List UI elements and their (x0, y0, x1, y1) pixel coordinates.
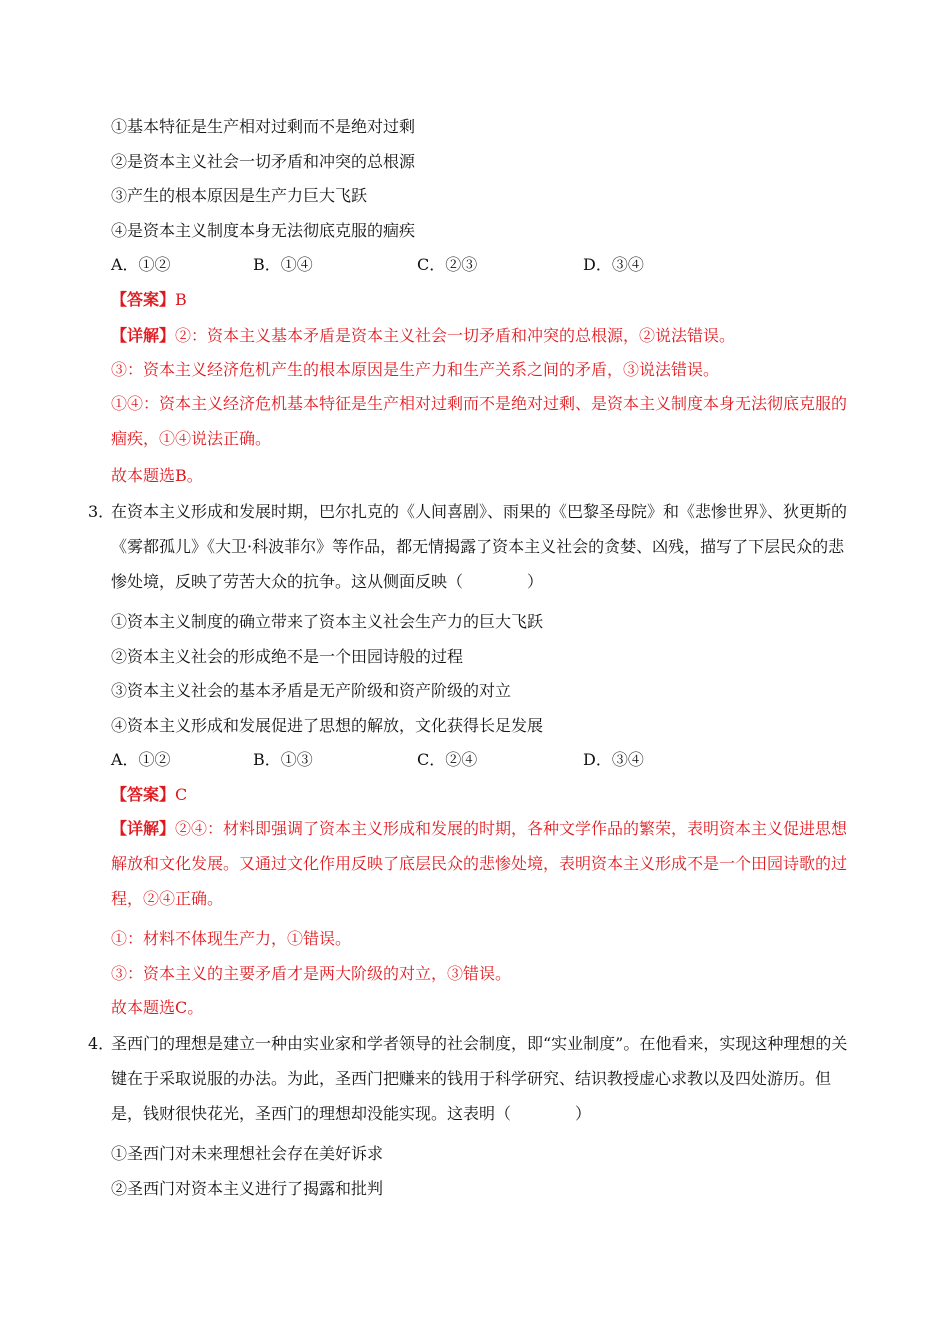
q3-stem: 在资本主义形成和发展时期，巴尔扎克的《人间喜剧》、雨果的《巴黎圣母院》和《悲惨世界》、狄更斯的《雾都孤儿》《大卫·科波菲尔》等作品，都无情揭露了资本主义社会的贪婪、凶残，描写了下层民众的悲惨处境，反映了劳苦大众的抗争。这从侧面反映（ ） (111, 502, 848, 591)
q3-detail-1 (111, 811, 851, 916)
q3-number: 3． (88, 502, 115, 521)
q2-detail-2: ③：资本主义经济危机产生的根本原因是生产力和生产关系之间的矛盾，③说法错误。 (111, 360, 720, 379)
q4-item-1: ①圣西门对未来理想社会存在美好诉求 (111, 1144, 384, 1163)
q3-option-c: C．②④ (417, 750, 478, 769)
q3-answer-value: C (175, 785, 188, 804)
q2-detail-3: ①④：资本主义经济危机基本特征是生产相对过剩而不是绝对过剩、是资本主义制度本身无法彻底克服的痼疾，①④说法正确。 (111, 394, 848, 448)
q3-item-2: ②资本主义社会的形成绝不是一个田园诗般的过程 (111, 647, 464, 666)
q3-option-d: D．③④ (583, 750, 644, 769)
q3-item-4: ④资本主义形成和发展促进了思想的解放，文化获得长足发展 (111, 716, 544, 735)
q2-option-b: B．①④ (253, 255, 313, 274)
q2-item-2: ②是资本主义社会一切矛盾和冲突的总根源 (111, 152, 416, 171)
q4-stem: 圣西门的理想是建立一种由实业家和学者领导的社会制度，即“实业制度”。在他看来，实现这种理想的关键在于采取说服的办法。为此，圣西门把赚来的钱用于科学研究、结识教授虚心求教以及四处游历。但是，钱财很快花光，圣西门的理想却没能实现。这表明（ ） (111, 1034, 848, 1123)
q4-number: 4． (88, 1034, 115, 1053)
q3-detail-label: 【详解】 (111, 819, 176, 838)
q3-answer-label: 【答案】 (111, 785, 176, 804)
q2-answer-value: B (175, 290, 187, 309)
q3-detail-2: ①：材料不体现生产力，①错误。 (111, 929, 352, 948)
q2-answer (111, 290, 187, 310)
q3-item-1: ①资本主义制度的确立带来了资本主义社会生产力的巨大飞跃 (111, 612, 544, 631)
q2-option-a: A．①② (111, 255, 171, 274)
q2-detail-label: 【详解】 (111, 326, 176, 345)
q3-detail-4: 故本题选C。 (111, 998, 204, 1017)
q3-detail-3: ③：资本主义的主要矛盾才是两大阶级的对立，③错误。 (111, 964, 512, 983)
q3-answer (111, 785, 187, 805)
q3-detail-text-1: ②④：材料即强调了资本主义形成和发展的时期，各种文学作品的繁荣，表明资本主义促进思想解放和文化发展。又通过文化作用反映了底层民众的悲惨处境，表明资本主义形成不是一个田园诗歌的过程，②④正确。 (111, 819, 848, 908)
q2-item-1: ①基本特征是生产相对过剩而不是绝对过剩 (111, 117, 416, 136)
q2-option-c: C．②③ (417, 255, 478, 274)
q2-item-3: ③产生的根本原因是生产力巨大飞跃 (111, 186, 368, 205)
q3-option-a: A．①② (111, 750, 171, 769)
q2-option-d: D．③④ (583, 255, 644, 274)
q4-item-2: ②圣西门对资本主义进行了揭露和批判 (111, 1179, 384, 1198)
q2-detail-1 (111, 326, 735, 346)
q2-item-4: ④是资本主义制度本身无法彻底克服的痼疾 (111, 221, 416, 240)
q2-detail-text-1: ②：资本主义基本矛盾是资本主义社会一切矛盾和冲突的总根源，②说法错误。 (175, 326, 736, 345)
q2-detail-4: 故本题选B。 (111, 466, 203, 485)
q3-option-b: B．①③ (253, 750, 313, 769)
q2-answer-label: 【答案】 (111, 290, 176, 309)
q3-item-3: ③资本主义社会的基本矛盾是无产阶级和资产阶级的对立 (111, 681, 512, 700)
